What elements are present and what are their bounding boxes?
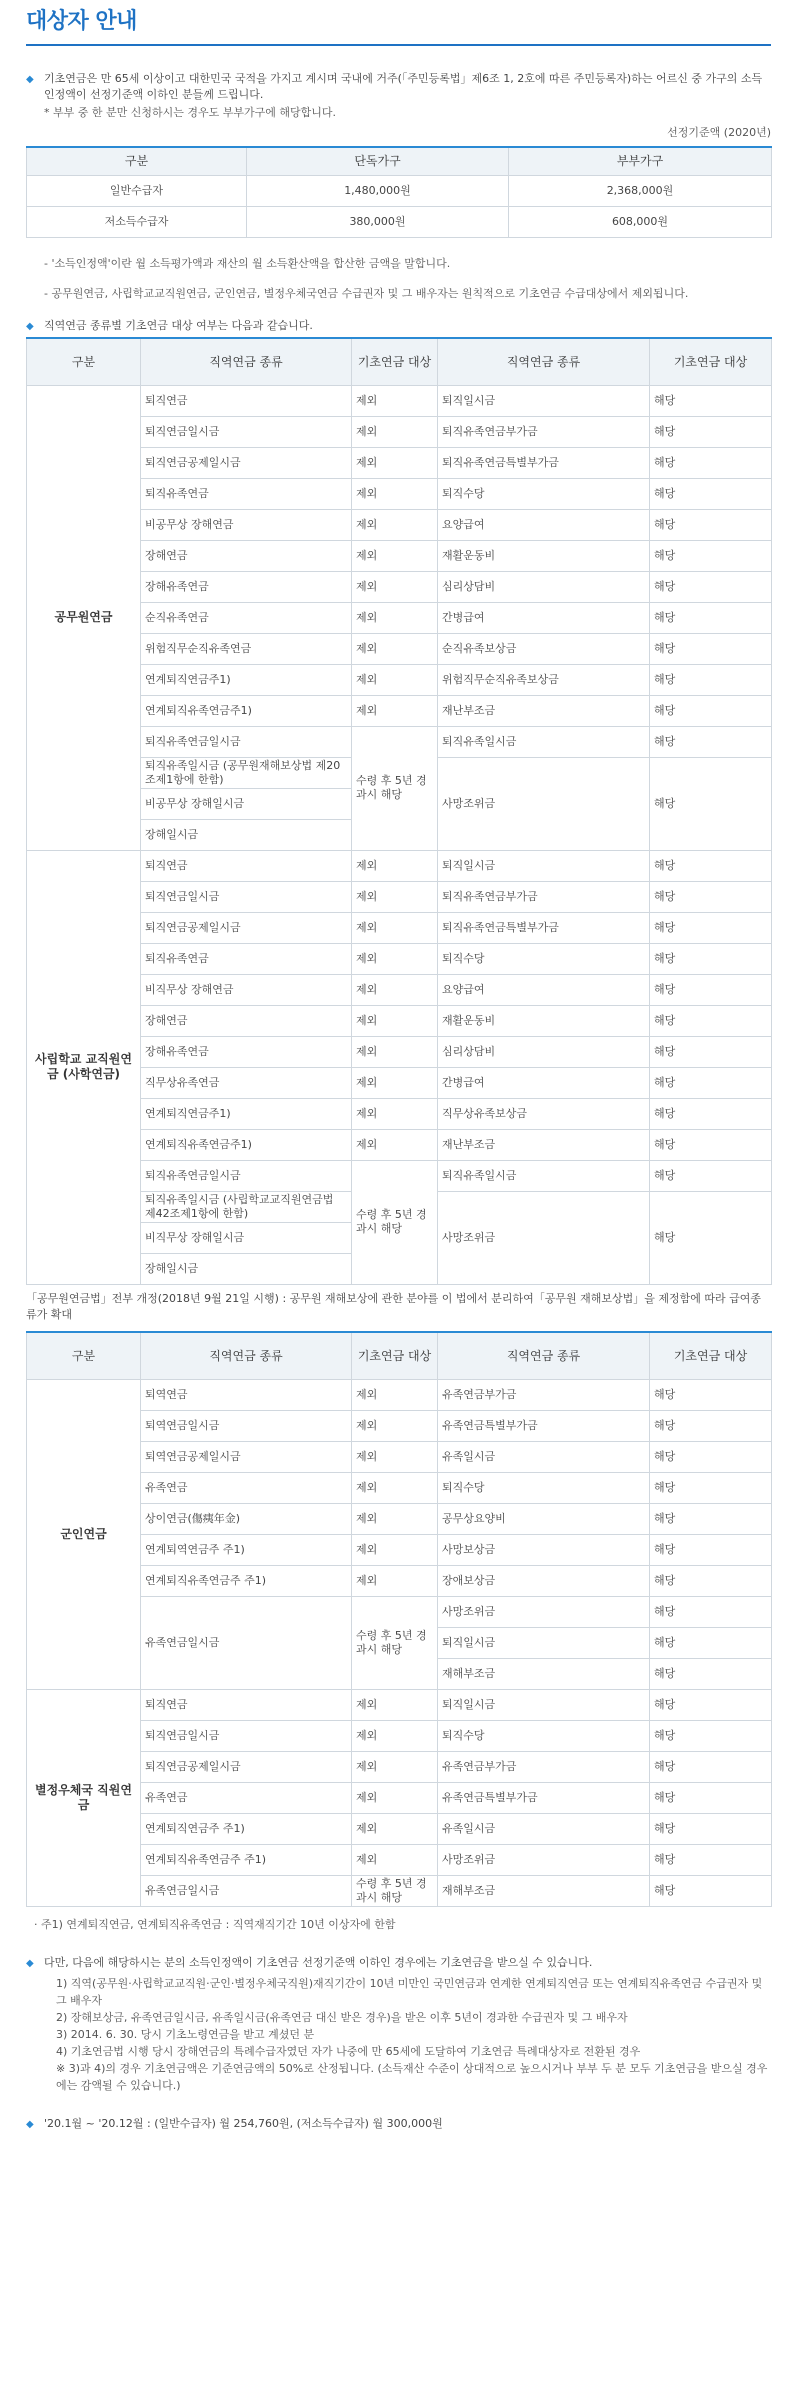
pension-type-cell: 퇴직연금일시금	[141, 1720, 352, 1751]
eligibility-cell: 제외	[352, 850, 438, 881]
pension-type-cell: 간병급여	[438, 1067, 650, 1098]
eligibility-cell: 제외	[352, 1844, 438, 1875]
diamond-bullet-icon: ◆	[26, 74, 34, 85]
pension-type-cell: 비직무상 장해연금	[141, 974, 352, 1005]
table-row	[27, 175, 772, 206]
pension-type-cell: 퇴직연금	[141, 385, 352, 416]
eligibility-cell: 해당	[650, 1534, 772, 1565]
eligibility-cell: 제외	[352, 385, 438, 416]
eligibility-cell: 해당	[650, 385, 772, 416]
eligibility-cell: 제외	[352, 571, 438, 602]
pension-type-cell: 퇴직연금일시금	[141, 881, 352, 912]
pension-type-cell: 재난부조금	[438, 695, 650, 726]
pension-type-cell: 퇴직유족연금	[141, 943, 352, 974]
couple-note: * 부부 중 한 분만 신청하시는 경우도 부부가구에 해당합니다.	[44, 106, 336, 119]
table-row	[27, 385, 772, 416]
eligibility-cell: 제외	[352, 1720, 438, 1751]
table-row	[27, 206, 772, 237]
eligibility-cell: 제외	[352, 416, 438, 447]
eligibility-cell: 해당	[650, 1565, 772, 1596]
pension-type-cell: 장해유족연금	[141, 1036, 352, 1067]
eligibility-cell: 해당	[650, 1844, 772, 1875]
pension-type-cell: 퇴직연금공제일시금	[141, 447, 352, 478]
pension-type-cell: 연계퇴역연금주 주1)	[141, 1534, 352, 1565]
column-header: 기초연금 대상	[650, 338, 772, 386]
eligibility-cell: 해당	[650, 447, 772, 478]
eligibility-cell: 제외	[352, 509, 438, 540]
eligibility-cell: 해당	[650, 1751, 772, 1782]
category-cell: 별정우체국 직원연금	[27, 1689, 141, 1906]
eligibility-cell: 해당	[650, 1441, 772, 1472]
pension-type-cell: 유족연금	[141, 1472, 352, 1503]
eligibility-cell: 제외	[352, 1565, 438, 1596]
column-header: 구분	[27, 1332, 141, 1380]
eligibility-cell: 제외	[352, 1036, 438, 1067]
column-header: 부부가구	[509, 147, 772, 175]
pension-type-cell: 사망조위금	[438, 757, 650, 850]
pension-type-cell: 유족연금특별부가금	[438, 1410, 650, 1441]
pension-type-cell: 비공무상 장해연금	[141, 509, 352, 540]
list-item-text: 4) 기초연금법 시행 당시 장해연금의 특례수급자였던 자가 나중에 만 65세에 도달하여 기초연금 특례대상자로 전환된 경우	[56, 2044, 641, 2058]
pension-type-cell: 재난부조금	[438, 1129, 650, 1160]
pension-type-cell: 퇴역연금	[141, 1379, 352, 1410]
table-cell: 1,480,000원	[247, 175, 509, 206]
eligibility-cell: 해당	[650, 1472, 772, 1503]
table-cell: 380,000원	[247, 206, 509, 237]
pension-type-cell: 퇴직일시금	[438, 1689, 650, 1720]
eligibility-cell: 제외	[352, 1813, 438, 1844]
intro-text: 기초연금은 만 65세 이상이고 대한민국 국적을 가지고 계시며 국내에 거주(「주민등록법」제6조 1, 2호에 따른 주민등록자)하는 어르신 중 가구의 소득인정액이 선정기준액 이하인 분들께 드립니다.	[44, 72, 763, 101]
eligibility-cell: 제외	[352, 1782, 438, 1813]
column-header: 직역연금 종류	[141, 1332, 352, 1380]
eligibility-cell: 수령 후 5년 경과시 해당	[352, 1160, 438, 1284]
eligibility-cell: 해당	[650, 695, 772, 726]
pension-type-cell: 퇴역연금일시금	[141, 1410, 352, 1441]
exceptions-intro-text: 다만, 다음에 해당하시는 분의 소득인정액이 기초연금 선정기준액 이하인 경우에는 기초연금을 받으실 수 있습니다.	[44, 1955, 593, 1969]
eligibility-cell: 제외	[352, 478, 438, 509]
eligibility-cell: 제외	[352, 912, 438, 943]
pension-type-cell: 퇴직유족연금일시금	[141, 1160, 352, 1191]
criteria-year-caption: 선정기준액 (2020년)	[667, 126, 771, 139]
pension-type-cell: 유족연금부가금	[438, 1379, 650, 1410]
eligibility-cell: 해당	[650, 540, 772, 571]
pension-type-cell: 퇴직일시금	[438, 385, 650, 416]
eligibility-cell: 제외	[352, 540, 438, 571]
pension-type-cell: 유족연금특별부가금	[438, 1782, 650, 1813]
eligibility-cell: 제외	[352, 1503, 438, 1534]
pension-type-cell: 퇴직유족일시금	[438, 1160, 650, 1191]
pension-type-cell: 연계퇴직연금주 주1)	[141, 1813, 352, 1844]
eligibility-cell: 해당	[650, 1720, 772, 1751]
eligibility-cell: 수령 후 5년 경과시 해당	[352, 1596, 438, 1689]
table-row	[27, 1689, 772, 1720]
eligibility-cell: 해당	[650, 943, 772, 974]
eligibility-cell: 해당	[650, 881, 772, 912]
pension-type-cell: 퇴직유족연금특별부가금	[438, 447, 650, 478]
eligibility-cell: 해당	[650, 602, 772, 633]
pension-type-cell: 퇴직연금일시금	[141, 416, 352, 447]
occupational-intro	[26, 318, 771, 334]
eligibility-cell: 해당	[650, 974, 772, 1005]
pension-type-cell: 순직유족보상금	[438, 633, 650, 664]
pension-type-cell: 퇴직수당	[438, 943, 650, 974]
eligibility-cell: 해당	[650, 1160, 772, 1191]
pension-type-cell: 연계퇴직유족연금주 주1)	[141, 1844, 352, 1875]
eligibility-cell: 제외	[352, 633, 438, 664]
occupational-pension-table	[26, 337, 772, 1285]
occupational-intro-text: 직역연금 종류별 기초연금 대상 여부는 다음과 같습니다.	[44, 318, 313, 332]
pension-type-cell: 퇴직유족일시금	[438, 726, 650, 757]
pension-type-cell: 유족연금일시금	[141, 1596, 352, 1689]
eligibility-cell: 해당	[650, 1875, 772, 1906]
column-header: 단독가구	[247, 147, 509, 175]
pension-type-cell: 연계퇴직유족연금주 주1)	[141, 1565, 352, 1596]
pension-type-cell: 직무상유족연금	[141, 1067, 352, 1098]
pension-type-cell: 심리상담비	[438, 571, 650, 602]
intro-paragraph	[26, 71, 771, 103]
pension-type-cell: 사망조위금	[438, 1844, 650, 1875]
eligibility-cell: 해당	[650, 1005, 772, 1036]
category-cell: 군인연금	[27, 1379, 141, 1689]
category-cell: 공무원연금	[27, 385, 141, 850]
eligibility-cell: 해당	[650, 1067, 772, 1098]
diamond-bullet-icon: ◆	[26, 2118, 34, 2130]
exclusion-note: - 공무원연금, 사립학교교직원연금, 군인연금, 별정우체국연금 수급권자 및 그 배우자는 원칙적으로 기초연금 수급대상에서 제외됩니다.	[44, 286, 689, 300]
pension-type-cell: 요양급여	[438, 974, 650, 1005]
pension-type-cell: 퇴역연금공제일시금	[141, 1441, 352, 1472]
list-item-text: 2) 장해보상금, 유족연금일시금, 유족일시금(유족연금 대신 받은 경우)을 받은 이후 5년이 경과한 수급권자 및 그 배우자	[56, 2010, 628, 2024]
pension-type-cell: 퇴직수당	[438, 1720, 650, 1751]
list-item	[26, 1975, 771, 2009]
eligibility-cell: 제외	[352, 664, 438, 695]
page-title: 대상자 안내	[26, 9, 137, 34]
eligibility-cell: 제외	[352, 974, 438, 1005]
exceptions-list	[26, 1975, 771, 2094]
pension-type-cell: 유족연금부가금	[438, 1751, 650, 1782]
category-cell: 사립학교 교직원연금 (사학연금)	[27, 850, 141, 1284]
table-cell: 608,000원	[509, 206, 772, 237]
column-header: 기초연금 대상	[352, 338, 438, 386]
eligibility-cell: 해당	[650, 1658, 772, 1689]
diamond-bullet-icon: ◆	[26, 320, 34, 332]
pension-type-cell: 장해연금	[141, 540, 352, 571]
pension-type-cell: 사망조위금	[438, 1596, 650, 1627]
pension-type-cell: 장해연금	[141, 1005, 352, 1036]
pension-type-cell: 퇴직일시금	[438, 850, 650, 881]
eligibility-cell: 해당	[650, 757, 772, 850]
eligibility-cell: 제외	[352, 602, 438, 633]
eligibility-cell: 해당	[650, 633, 772, 664]
pension-type-cell: 위험직무순직유족보상금	[438, 664, 650, 695]
pension-type-cell: 상이연금(傷痍年金)	[141, 1503, 352, 1534]
pension-type-cell: 재활운동비	[438, 540, 650, 571]
eligibility-cell: 제외	[352, 447, 438, 478]
pension-type-cell: 사망보상금	[438, 1534, 650, 1565]
law-amendment-note: 「공무원연금법」전부 개정(2018년 9월 21일 시행) : 공무원 재해보상에 관한 분야를 이 법에서 분리하여「공무원 재해보상법」을 제정함에 따라 급여종류가 확대	[26, 1291, 762, 1321]
eligibility-cell: 해당	[650, 478, 772, 509]
pension-type-cell: 비직무상 장해일시금	[141, 1222, 352, 1253]
eligibility-cell: 해당	[650, 1782, 772, 1813]
eligibility-cell: 수령 후 5년 경과시 해당	[352, 726, 438, 850]
pension-type-cell: 퇴직유족일시금 (사립학교교직원연금법 제42조제1항에 한함)	[141, 1191, 352, 1222]
eligibility-cell: 제외	[352, 1129, 438, 1160]
pension-type-cell: 연계퇴직연금주1)	[141, 1098, 352, 1129]
column-header: 구분	[27, 147, 247, 175]
eligibility-cell: 해당	[650, 1379, 772, 1410]
eligibility-cell: 제외	[352, 1067, 438, 1098]
eligibility-cell: 제외	[352, 1472, 438, 1503]
pension-type-cell: 퇴직일시금	[438, 1627, 650, 1658]
pension-type-cell: 연계퇴직유족연금주1)	[141, 1129, 352, 1160]
list-item	[26, 2009, 771, 2026]
table-cell: 2,368,000원	[509, 175, 772, 206]
pension-type-cell: 공무상요양비	[438, 1503, 650, 1534]
column-header: 직역연금 종류	[438, 338, 650, 386]
pension-type-cell: 퇴직유족연금일시금	[141, 726, 352, 757]
pension-type-cell: 간병급여	[438, 602, 650, 633]
eligibility-cell: 제외	[352, 881, 438, 912]
list-item-text: 1) 직역(공무원·사립학교교직원·군인·별정우체국직원)재직기간이 10년 미만인 국민연금과 연계한 연계퇴직연금 또는 연계퇴직유족연금 수급권자 및 그 배우자	[56, 1976, 763, 2007]
pension-type-cell: 위험직무순직유족연금	[141, 633, 352, 664]
eligibility-cell: 제외	[352, 1441, 438, 1472]
eligibility-cell: 해당	[650, 1129, 772, 1160]
pension-type-cell: 퇴직연금	[141, 1689, 352, 1720]
income-definition-note: - '소득인정액'이란 월 소득평가액과 재산의 월 소득환산액을 합산한 금액을 말합니다.	[44, 256, 451, 270]
pension-type-cell: 비공무상 장해일시금	[141, 788, 352, 819]
pension-type-cell: 유족연금일시금	[141, 1875, 352, 1906]
pension-type-cell: 연계퇴직유족연금주1)	[141, 695, 352, 726]
pension-type-cell: 퇴직유족연금부가금	[438, 416, 650, 447]
list-item-text: ※ 3)과 4)의 경우 기초연금액은 기준연금액의 50%로 산정됩니다. (소득재산 수준이 상대적으로 높으시거나 부부 두 분 모두 기초연금을 받으실 경우에는 감액될 수 있습니다.)	[56, 2061, 768, 2092]
pension-type-cell: 장애보상금	[438, 1565, 650, 1596]
pension-type-cell: 장해유족연금	[141, 571, 352, 602]
eligibility-cell: 해당	[650, 1503, 772, 1534]
pension-type-cell: 퇴직수당	[438, 478, 650, 509]
eligibility-cell: 제외	[352, 1751, 438, 1782]
eligibility-cell: 제외	[352, 1410, 438, 1441]
pension-type-cell: 장해일시금	[141, 1253, 352, 1284]
pension-type-cell: 심리상담비	[438, 1036, 650, 1067]
pension-amount	[26, 2116, 771, 2132]
military-post-pension-table	[26, 1331, 772, 1907]
eligibility-cell: 해당	[650, 850, 772, 881]
eligibility-cell: 제외	[352, 1379, 438, 1410]
list-item	[26, 2060, 771, 2094]
pension-type-cell: 유족일시금	[438, 1441, 650, 1472]
pension-type-cell: 사망조위금	[438, 1191, 650, 1284]
eligibility-cell: 해당	[650, 509, 772, 540]
table-cell: 저소득수급자	[27, 206, 247, 237]
pension-type-cell: 퇴직연금공제일시금	[141, 912, 352, 943]
table-cell: 일반수급자	[27, 175, 247, 206]
eligibility-cell: 해당	[650, 726, 772, 757]
pension-type-cell: 퇴직유족연금부가금	[438, 881, 650, 912]
column-header: 직역연금 종류	[141, 338, 352, 386]
eligibility-cell: 해당	[650, 1098, 772, 1129]
eligibility-cell: 해당	[650, 1813, 772, 1844]
list-item	[26, 2026, 771, 2043]
pension-amount-text: '20.1월 ~ '20.12월 : (일반수급자) 월 254,760원, (저소득수급자) 월 300,000원	[44, 2116, 443, 2130]
pension-type-cell: 퇴직연금	[141, 850, 352, 881]
column-header: 기초연금 대상	[650, 1332, 772, 1380]
table-row	[27, 850, 772, 881]
eligibility-cell: 해당	[650, 1410, 772, 1441]
pension-type-cell: 유족일시금	[438, 1813, 650, 1844]
pension-type-cell: 장해일시금	[141, 819, 352, 850]
eligibility-cell: 해당	[650, 1036, 772, 1067]
footnote: · 주1) 연계퇴직연금, 연계퇴직유족연금 : 직역재직기간 10년 이상자에 한함	[34, 1917, 396, 1931]
eligibility-cell: 제외	[352, 1005, 438, 1036]
list-item-text: 3) 2014. 6. 30. 당시 기초노령연금을 받고 계셨던 분	[56, 2027, 315, 2041]
pension-type-cell: 퇴직유족일시금 (공무원재해보상법 제20조제1항에 한함)	[141, 757, 352, 788]
pension-type-cell: 재활운동비	[438, 1005, 650, 1036]
pension-type-cell: 퇴직연금공제일시금	[141, 1751, 352, 1782]
eligibility-cell: 제외	[352, 695, 438, 726]
eligibility-cell: 수령 후 5년 경과시 해당	[352, 1875, 438, 1906]
pension-type-cell: 연계퇴직연금주1)	[141, 664, 352, 695]
eligibility-cell: 해당	[650, 1627, 772, 1658]
pension-type-cell: 순직유족연금	[141, 602, 352, 633]
eligibility-cell: 해당	[650, 571, 772, 602]
exceptions-intro	[26, 1955, 771, 1971]
pension-type-cell: 직무상유족보상금	[438, 1098, 650, 1129]
criteria-table	[26, 146, 772, 238]
eligibility-cell: 제외	[352, 1098, 438, 1129]
table-row	[27, 1379, 772, 1410]
eligibility-cell: 해당	[650, 664, 772, 695]
eligibility-cell: 해당	[650, 1596, 772, 1627]
eligibility-cell: 제외	[352, 1534, 438, 1565]
pension-type-cell: 재해부조금	[438, 1875, 650, 1906]
pension-type-cell: 재해부조금	[438, 1658, 650, 1689]
eligibility-cell: 해당	[650, 1689, 772, 1720]
eligibility-cell: 해당	[650, 912, 772, 943]
pension-type-cell: 요양급여	[438, 509, 650, 540]
diamond-bullet-icon: ◆	[26, 1957, 34, 1969]
column-header: 구분	[27, 338, 141, 386]
pension-type-cell: 유족연금	[141, 1782, 352, 1813]
eligibility-cell: 해당	[650, 416, 772, 447]
list-item	[26, 2043, 771, 2060]
eligibility-cell: 해당	[650, 1191, 772, 1284]
pension-type-cell: 퇴직수당	[438, 1472, 650, 1503]
pension-type-cell: 퇴직유족연금특별부가금	[438, 912, 650, 943]
eligibility-cell: 제외	[352, 943, 438, 974]
column-header: 직역연금 종류	[438, 1332, 650, 1380]
column-header: 기초연금 대상	[352, 1332, 438, 1380]
pension-type-cell: 퇴직유족연금	[141, 478, 352, 509]
eligibility-cell: 제외	[352, 1689, 438, 1720]
